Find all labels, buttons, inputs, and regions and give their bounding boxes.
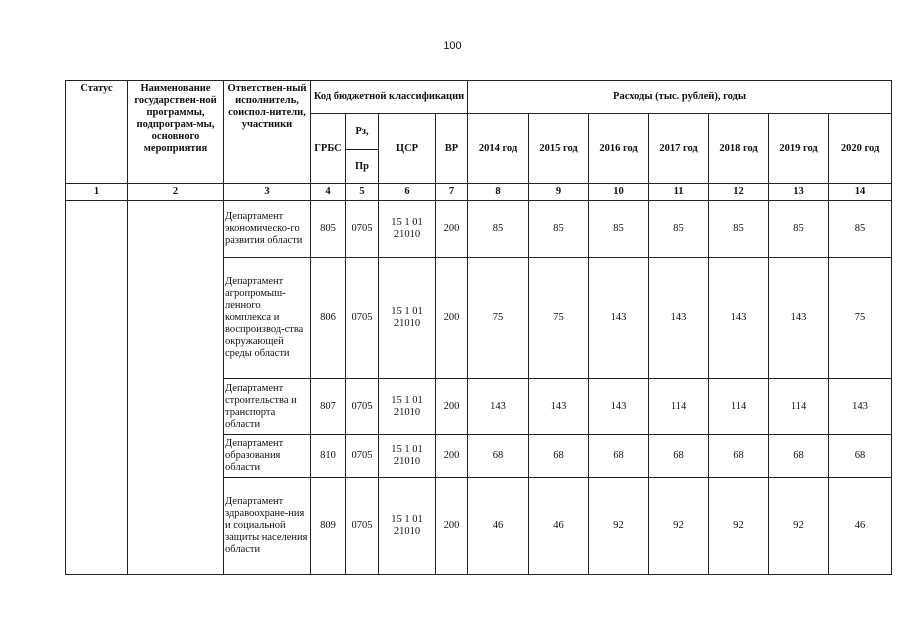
grbs-cell: 807 (311, 379, 346, 435)
value-cell: 46 (829, 478, 892, 575)
value-cell: 114 (769, 379, 829, 435)
value-cell: 68 (649, 435, 709, 478)
value-cell: 85 (709, 201, 769, 258)
value-cell: 143 (529, 379, 589, 435)
header-year-2015: 2015 год (529, 114, 589, 184)
value-cell: 75 (829, 258, 892, 379)
value-cell: 92 (589, 478, 649, 575)
header-year-2019: 2019 год (769, 114, 829, 184)
value-cell: 68 (529, 435, 589, 478)
header-rz: Рз, (346, 114, 379, 150)
column-number: 14 (829, 184, 892, 201)
rzpr-cell: 0705 (346, 379, 379, 435)
value-cell: 85 (829, 201, 892, 258)
header-status: Статус (66, 81, 128, 184)
page-number: 100 (443, 40, 462, 52)
header-vr: ВР (436, 114, 468, 184)
value-cell: 143 (589, 258, 649, 379)
executor-cell: Департамент экономическо-го развития области (224, 201, 311, 258)
value-cell: 46 (468, 478, 529, 575)
column-number: 12 (709, 184, 769, 201)
value-cell: 75 (468, 258, 529, 379)
executor-cell: Департамент строительства и транспорта области (224, 379, 311, 435)
table-row (66, 201, 892, 258)
value-cell: 68 (829, 435, 892, 478)
value-cell: 143 (829, 379, 892, 435)
value-cell: 68 (468, 435, 529, 478)
value-cell: 85 (769, 201, 829, 258)
header-expenses: Расходы (тыс. рублей), годы (468, 81, 892, 114)
vr-cell: 200 (436, 379, 468, 435)
value-cell: 92 (709, 478, 769, 575)
column-number: 5 (346, 184, 379, 201)
value-cell: 114 (649, 379, 709, 435)
value-cell: 46 (529, 478, 589, 575)
value-cell: 92 (769, 478, 829, 575)
value-cell: 85 (529, 201, 589, 258)
value-cell: 143 (709, 258, 769, 379)
value-cell: 143 (589, 379, 649, 435)
csr-cell: 15 1 01 21010 (379, 435, 436, 478)
header-year-2017: 2017 год (649, 114, 709, 184)
header-year-2018: 2018 год (709, 114, 769, 184)
header-csr: ЦСР (379, 114, 436, 184)
grbs-cell: 809 (311, 478, 346, 575)
value-cell: 85 (589, 201, 649, 258)
value-cell: 143 (769, 258, 829, 379)
header-program-name: Наименование государствен-ной программы, подпрограм-мы, основного мероприятия (128, 81, 224, 184)
grbs-cell: 805 (311, 201, 346, 258)
budget-table (65, 80, 892, 575)
column-number: 2 (128, 184, 224, 201)
vr-cell: 200 (436, 435, 468, 478)
value-cell: 85 (649, 201, 709, 258)
value-cell: 92 (649, 478, 709, 575)
csr-cell: 15 1 01 21010 (379, 258, 436, 379)
column-number: 3 (224, 184, 311, 201)
vr-cell: 200 (436, 478, 468, 575)
csr-cell: 15 1 01 21010 (379, 201, 436, 258)
column-number: 1 (66, 184, 128, 201)
column-number: 10 (589, 184, 649, 201)
executor-cell: Департамент агропромыш-ленного комплекса и воспроизвод-ства окружающей среды области (224, 258, 311, 379)
column-number: 13 (769, 184, 829, 201)
csr-cell: 15 1 01 21010 (379, 478, 436, 575)
rzpr-cell: 0705 (346, 435, 379, 478)
executor-cell: Департамент здравоохране-ния и социальной защиты населения области (224, 478, 311, 575)
header-grbs: ГРБС (311, 114, 346, 184)
header-year-2014: 2014 год (468, 114, 529, 184)
vr-cell: 200 (436, 258, 468, 379)
value-cell: 68 (589, 435, 649, 478)
column-number: 9 (529, 184, 589, 201)
grbs-cell: 810 (311, 435, 346, 478)
column-number: 8 (468, 184, 529, 201)
header-year-2020: 2020 год (829, 114, 892, 184)
value-cell: 143 (649, 258, 709, 379)
header-year-2016: 2016 год (589, 114, 649, 184)
vr-cell: 200 (436, 201, 468, 258)
header-budget-code: Код бюджетной классификации (311, 81, 468, 114)
value-cell: 68 (709, 435, 769, 478)
executor-cell: Департамент образования области (224, 435, 311, 478)
value-cell: 85 (468, 201, 529, 258)
value-cell: 143 (468, 379, 529, 435)
value-cell: 114 (709, 379, 769, 435)
column-number: 11 (649, 184, 709, 201)
grbs-cell: 806 (311, 258, 346, 379)
rzpr-cell: 0705 (346, 258, 379, 379)
value-cell: 75 (529, 258, 589, 379)
value-cell: 68 (769, 435, 829, 478)
status-cell (66, 201, 128, 575)
header-pr: Пр (346, 150, 379, 184)
rzpr-cell: 0705 (346, 201, 379, 258)
program-name-cell (128, 201, 224, 575)
column-number: 7 (436, 184, 468, 201)
header-executor: Ответствен-ный исполнитель, соиспол-нители, участники (224, 81, 311, 184)
column-number: 6 (379, 184, 436, 201)
column-number: 4 (311, 184, 346, 201)
csr-cell: 15 1 01 21010 (379, 379, 436, 435)
rzpr-cell: 0705 (346, 478, 379, 575)
